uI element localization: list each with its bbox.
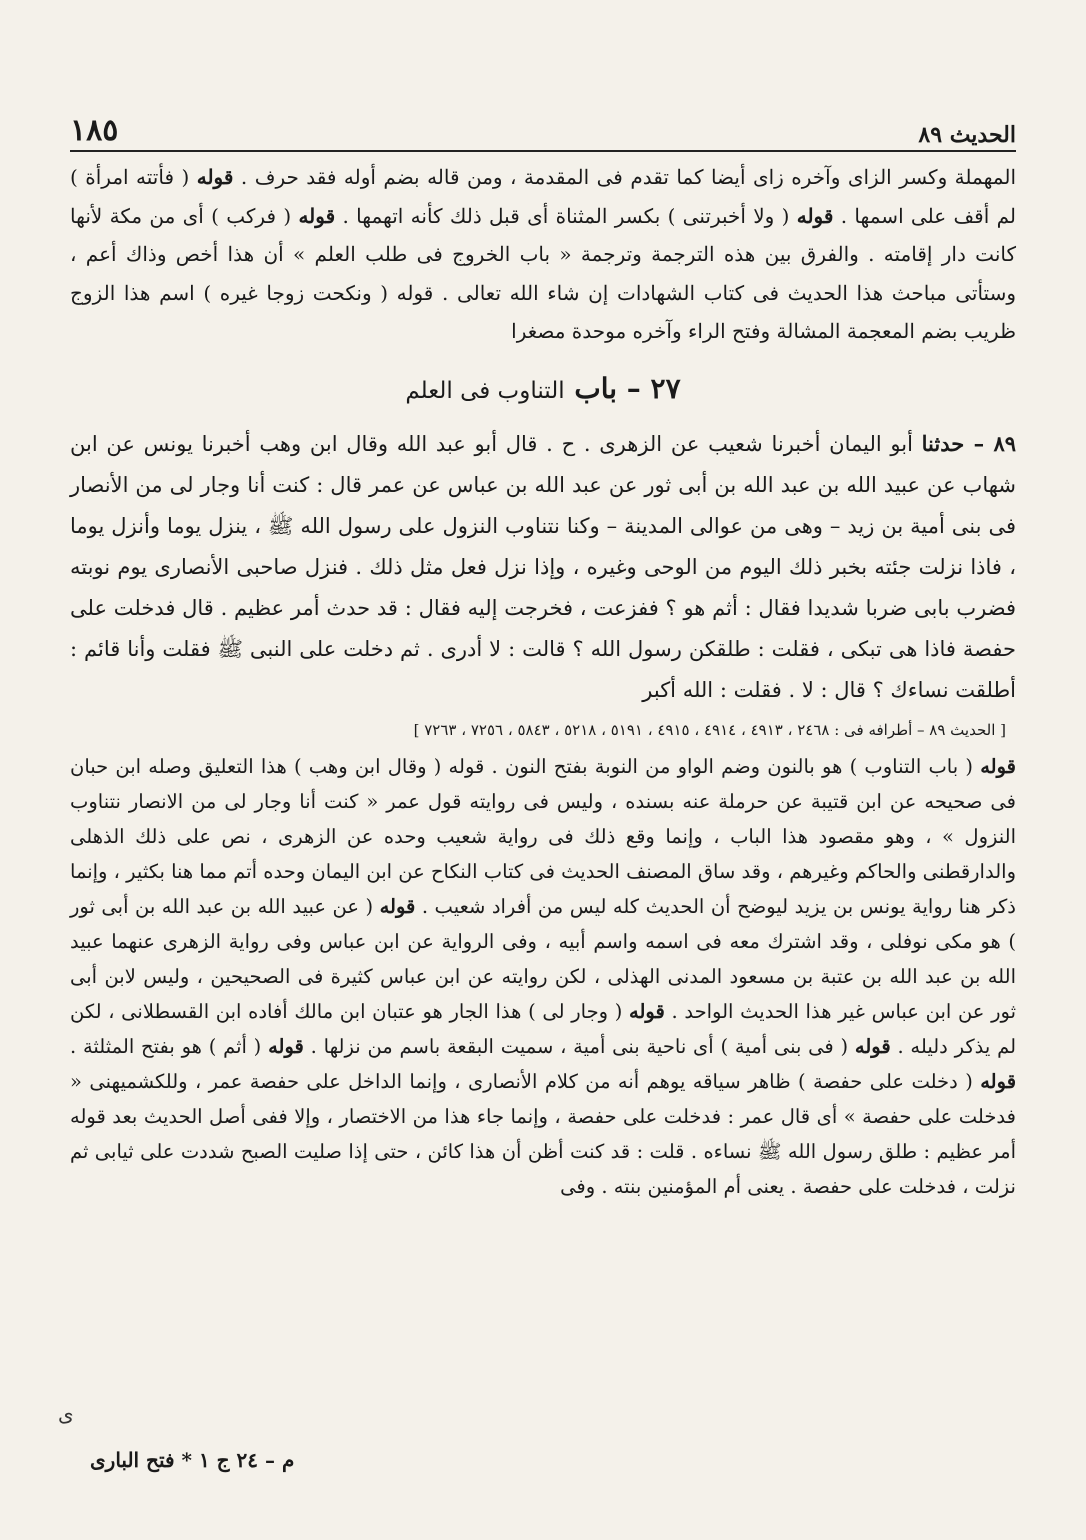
chapter-heading bbox=[70, 355, 1016, 423]
qawl-marker: قوله bbox=[379, 894, 416, 918]
page-number: ١٨٥ bbox=[70, 113, 119, 148]
commentary-segment: ( دخلت على حفصة ) ظاهر سياقه يوهم أنه من كلام الأنصارى ، وإنما الداخل على حفصة عمر ، وللكشميهنى « فدخلت على حفصة » أى قال عمر : فدخلت على حفصة ، وإنما جاء هذا من الاختصار ، وإلا ففى أصل الحديث بعد قوله أمر عظيم : طلق رسول الله ﷺ نساءه . قلت : قد كنت أظن أن هذا كائن ، حتى إذا صليت الصبح شددت على ثيابى ثم نزلت ، فدخلت على حفصة . يعنى أم المؤمنين بنته . وفى bbox=[70, 1069, 1016, 1198]
chapter-title: التناوب فى العلم bbox=[405, 377, 565, 404]
commentary-segment: ( فى بنى أمية ) أى ناحية بنى أمية ، سميت البقعة باسم من نزلها . bbox=[310, 1034, 849, 1058]
intro-line-1b: ( فأتته امرأة ) لم أقف على اسمها . bbox=[70, 165, 1016, 228]
qawl-marker: قوله bbox=[854, 1034, 891, 1058]
commentary bbox=[70, 749, 1016, 1204]
qawl-marker: قوله bbox=[980, 754, 1016, 778]
qawl-marker: قوله bbox=[196, 165, 234, 189]
header-rule bbox=[70, 150, 1016, 152]
hadith-body: أبو اليمان أخبرنا شعيب عن الزهرى . ح . قال أبو عبد الله وقال ابن وهب أخبرنا يونس عن ابن شهاب عن عبيد الله بن عبد الله بن أبى ثور عن عبد الله بن عباس عن عمر قال : كنت أنا وجار لى من الأنصار فى بنى أمية بن زيد – وهى من عوالى المدينة – وكنا نتناوب النزول على رسول الله ﷺ ، ينزل يوما وأنزل يوما ، فاذا نزلت جئته بخبر ذلك اليوم من الوحى وغيره ، وإذا نزل فعل مثل ذلك . فنزل صاحبى الأنصارى يوم نوبته فضرب بابى ضربا شديدا فقال : أثم هو ؟ ففزعت ، فخرجت إليه فقال : قد حدث أمر عظيم . قال فدخلت على حفصة فاذا هى تبكى ، فقلت : طلقكن رسول الله ؟ قالت : لا أدرى . ثم دخلت على النبى ﷺ فقلت وأنا قائم : أطلقت نساءك ؟ قال : لا . فقلت : الله أكبر bbox=[70, 431, 1016, 702]
chapter-number: ٢٧ – باب bbox=[574, 371, 681, 405]
signature-line: م – ٢٤ ج ١ * فتح البارى bbox=[90, 1448, 295, 1472]
hadith-number: ٨٩ – حدثنا bbox=[921, 430, 1016, 456]
intro-line-1: المهملة وكسر الزاى وآخره زاى أيضا كما تقدم فى المقدمة ، ومن قاله بضم أوله فقد حرف . bbox=[240, 165, 1017, 189]
qawl-marker: قوله bbox=[980, 1069, 1017, 1093]
running-head: الحديث ٨٩ bbox=[918, 122, 1016, 148]
commentary-segment: ( باب التناوب ) هو بالنون وضم الواو من النوبة بفتح النون . قوله ( وقال ابن وهب ) هذا التعليق وصله ابن حبان فى صحيحه عن ابن قتيبة عن حرملة عنه بسنده ، وليس فى روايته قول عمر « كنت أنا وجار لى من الانصار نتناوب النزول » ، وهو مقصود هذا الباب ، وإنما وقع ذلك فى رواية شعيب وحده عن الزهرى ، نص على ذلك الذهلى والدارقطنى والحاكم وغيرهم ، وقد ساق المصنف الحديث فى كتاب النكاح عن ابن اليمان وحده أتم مما هنا بكثير ، وإنما ذكر هنا رواية يونس بن يزيد ليوضح أن الحديث كله ليس من أفراد شعيب . bbox=[70, 754, 1016, 918]
qawl-marker: قوله bbox=[796, 203, 834, 228]
intro-line-2: ( ولا أخبرتنى ) بكسر المثناة أى قبل ذلك كأنه اتهمها . bbox=[342, 203, 790, 228]
commentary-segment: ( وجار لى ) هذا الجار هو عتبان ابن مالك أفاده ابن القسطلانى ، لكن لم يذكر دليله . bbox=[70, 999, 1017, 1058]
qawl-marker: قوله bbox=[629, 999, 665, 1023]
page-header bbox=[70, 96, 1016, 148]
commentary-segment: ( أثم ) هو بفتح المثلثة . bbox=[70, 1034, 262, 1058]
page-body bbox=[70, 96, 1016, 1204]
hadith-text bbox=[70, 423, 1016, 711]
qawl-marker: قوله bbox=[268, 1034, 304, 1058]
atraf-line: [ الحديث ٨٩ – أطرافه فى : ٢٤٦٨ ، ٤٩١٣ ، ٤٩١٤ ، ٤٩١٥ ، ٥١٩١ ، ٥٢١٨ ، ٥٨٤٣ ، ٧٢٥٦ ، ٧٢٦٣ ] bbox=[413, 720, 1006, 739]
intro-paragraph bbox=[70, 158, 1016, 351]
intro-line-3: ( فركب ) أى من مكة لأنها كانت دار إقامته . والفرق بين هذه الترجمة وترجمة « باب الخروج فى طلب العلم » أن هذا أخص وذاك أعم ، وستأتى مباحث هذا الحديث فى كتاب الشهادات إن شاء الله تعالى . قوله ( ونكحت زوجا غيره ) اسم هذا الزوج ظريب بضم المعجمة المشالة وفتح الراء وآخره موحدة مصغرا bbox=[70, 203, 1016, 343]
qawl-marker: قوله bbox=[298, 203, 336, 228]
margin-mark: ى bbox=[58, 1402, 74, 1426]
commentary-segment: ( عن عبيد الله بن عبد الله بن أبى ثور ) هو مكى نوفلى ، وقد اشترك معه فى اسمه واسم أبيه ، وفى الرواية عن ابن عباس وفى رواية الزهرى عنهما عبيد الله بن عبد الله بن عتبة بن مسعود المدنى الهذلى ، لكن روايته عن ابن عباس كثيرة فى الصحيحين ، وليس لابن أبى ثور عن ابن عباس غير هذا الحديث الواحد . bbox=[70, 894, 1017, 1023]
